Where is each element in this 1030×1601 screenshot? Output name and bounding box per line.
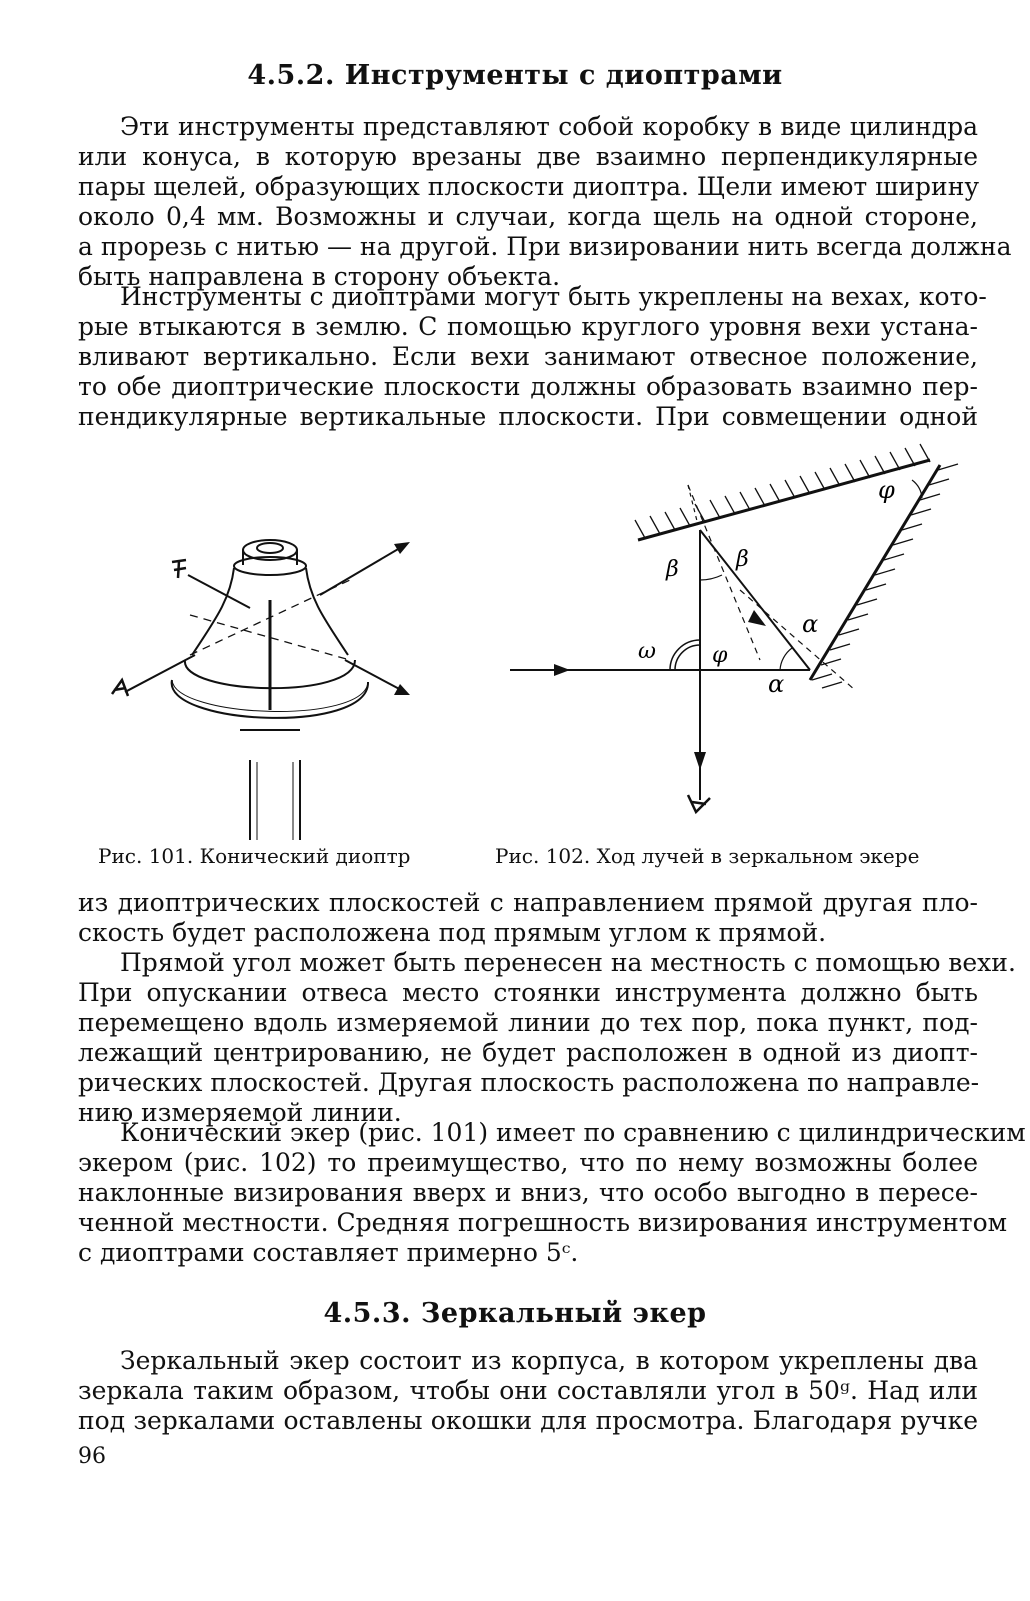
mirror-lower — [810, 465, 940, 680]
text-line: под зеркалами оставлены окошки для просмотра. Благодаря ручке — [78, 1406, 978, 1435]
paragraph-6 — [78, 1346, 978, 1436]
arrow-head — [694, 752, 706, 770]
figure-101-caption: Рис. 101. Конический диоптр — [98, 844, 411, 868]
paragraph-3 — [78, 888, 978, 948]
text-line: Зеркальный экер состоит из корпуса, в котором укреплены два — [120, 1346, 978, 1375]
label-alpha-upper: α — [802, 610, 819, 638]
ray-lower-left — [125, 655, 195, 692]
text-line: нию измеряемой линии. — [78, 1098, 402, 1127]
figure-102-caption: Рис. 102. Ход лучей в зеркальном экере — [495, 844, 920, 868]
label-beta-left: β — [666, 557, 679, 582]
alpha-arc — [780, 648, 792, 670]
arrow-head — [394, 542, 410, 554]
paragraph-5 — [78, 1118, 1026, 1268]
text-line: рые втыкаются в землю. С помощью круглого уровня вехи устана- — [78, 312, 978, 341]
section-heading-452: 4.5.2. Инструменты с диоптрами — [247, 60, 783, 91]
text-line: быть направлена в сторону объекта. — [78, 262, 561, 291]
text-line: из диоптрических плоскостей с направлением прямой другая пло- — [78, 888, 978, 917]
label-alpha-lower: α — [768, 670, 785, 698]
text-line: а прорезь с нитью — на другой. При визировании нить всегда должна — [78, 232, 1012, 261]
paragraph-2 — [78, 282, 987, 432]
beta-arc — [700, 575, 722, 580]
ray-lower-right — [345, 660, 405, 692]
eye-icon — [172, 560, 186, 578]
label-phi-top: φ — [878, 476, 895, 504]
text-line: перемещено вдоль измеряемой линии до тех пор, пока пункт, под- — [78, 1008, 978, 1037]
text-line: рических плоскостей. Другая плоскость расположена по направле- — [78, 1068, 980, 1097]
paragraph-4 — [78, 948, 1016, 1128]
text-line: Эти инструменты представляют собой коробку в виде цилиндра — [120, 112, 978, 141]
label-beta-right: β — [736, 547, 749, 572]
cone-right-edge — [306, 568, 348, 655]
text-line: пары щелей, образующих плоскости диоптра. Щели имеют ширину — [78, 172, 980, 201]
arrow-head — [554, 664, 570, 676]
text-line: ченной местности. Средняя погрешность визирования инструментом — [78, 1208, 1008, 1237]
text-line: Прямой угол может быть перенесен на местность с помощью вехи. — [120, 948, 1016, 977]
top-cap-inner — [257, 543, 283, 553]
text-line: то обе диоптрические плоскости должны образовать взаимно пер- — [78, 372, 978, 401]
text-line: зеркала таким образом, чтобы они составляли угол в 50ᵍ. Над или — [78, 1376, 978, 1405]
text-line: вливают вертикально. Если вехи занимают отвесное положение, — [78, 342, 978, 371]
arrow-head — [394, 684, 410, 695]
omega-arc — [670, 640, 700, 670]
arrow-head — [748, 610, 766, 626]
text-line: скость будет расположена под прямым углом к прямой. — [78, 918, 827, 947]
ray-upper-right — [320, 545, 405, 595]
text-line: При опускании отвеса место стоянки инструмента должно быть — [78, 978, 978, 1007]
text-line: около 0,4 мм. Возможны и случаи, когда щель на одной стороне, — [78, 202, 978, 231]
ray-upper-left — [188, 575, 250, 608]
text-line: наклонные визирования вверх и вниз, что особо выгодно в пересе- — [78, 1178, 978, 1207]
label-phi-center: φ — [712, 643, 728, 668]
handle-shading — [257, 762, 293, 840]
text-line: Конический экер (рис. 101) имеет по сравнению с цилиндрическим — [120, 1118, 1026, 1147]
page-number: 96 — [78, 1444, 106, 1469]
figure-101-conical-diopter — [100, 520, 430, 840]
text-line: или конуса, в которую врезаны две взаимно перпендикулярные — [78, 142, 978, 171]
eye-icon — [112, 680, 128, 696]
text-line: экером (рис. 102) то преимущество, что по нему возможны более — [78, 1148, 978, 1177]
text-line: пендикулярные вертикальные плоскости. При совмещении одной — [78, 402, 978, 431]
text-line: лежащий центрированию, не будет расположен в одной из диопт- — [78, 1038, 978, 1067]
normal-dashed — [740, 590, 855, 690]
label-omega: ω — [638, 639, 656, 664]
text-line: с диоптрами составляет примерно 5ᶜ. — [78, 1238, 579, 1267]
figure-102-mirror-square — [510, 440, 980, 820]
text-line: Инструменты с диоптрами могут быть укреплены на вехах, кото- — [120, 282, 987, 311]
section-heading-453: 4.5.3. Зеркальный экер — [323, 1298, 707, 1329]
paragraph-1 — [78, 112, 1012, 292]
